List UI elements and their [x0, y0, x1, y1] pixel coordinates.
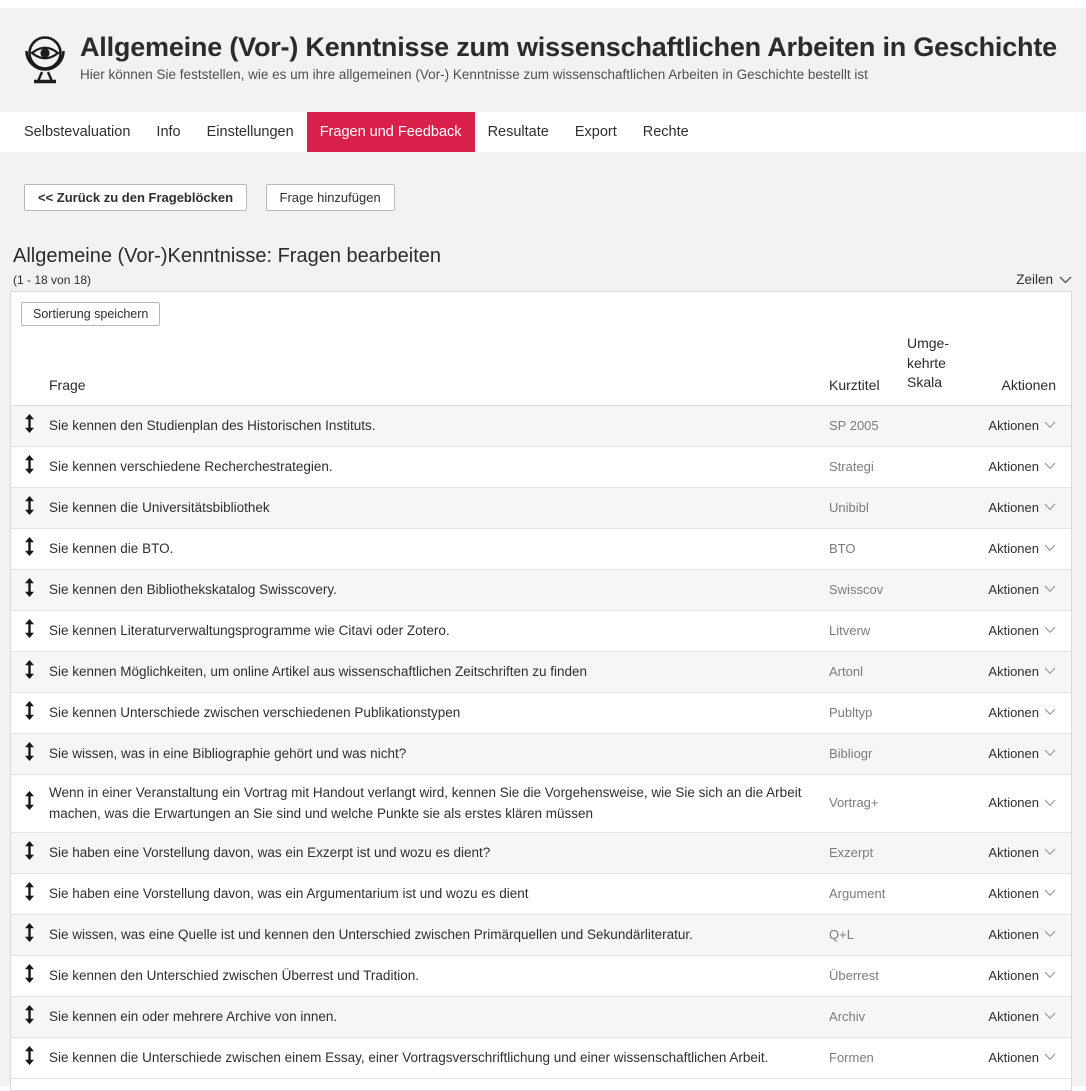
kurztitel-text: Unibibl	[829, 499, 869, 515]
tab[interactable]	[11, 112, 143, 152]
kurztitel-text: Argument	[829, 885, 886, 901]
kurztitel-text: Formen	[829, 1049, 874, 1065]
drag-handle-icon[interactable]	[24, 414, 35, 433]
table-row	[11, 915, 1071, 956]
question-text: Sie haben eine Vorstellung davon, was ein Exzerpt ist und wozu es dient?	[49, 845, 491, 861]
table-row	[11, 488, 1071, 529]
aktionen-menu-button[interactable]	[988, 623, 1056, 638]
kurztitel-text: Exzerpt	[829, 844, 874, 860]
tab[interactable]	[475, 112, 562, 152]
tab-label: Info	[156, 124, 181, 140]
drag-handle-icon[interactable]	[24, 964, 35, 983]
drag-handle-icon[interactable]	[24, 537, 35, 556]
question-text: Sie wissen, was in eine Bibliographie gehört und was nicht?	[49, 745, 407, 761]
table-row	[11, 874, 1071, 915]
question-text: Sie kennen Unterschiede zwischen verschiedenen Publikationstypen	[49, 704, 461, 720]
drag-handle-icon[interactable]	[24, 701, 35, 720]
chevron-down-icon	[1044, 585, 1056, 593]
aktionen-label: Aktionen	[988, 540, 1039, 556]
top-strip	[0, 0, 1086, 8]
aktionen-label: Aktionen	[988, 458, 1039, 474]
tab[interactable]	[143, 112, 193, 152]
question-text: Sie haben eine Vorstellung davon, was ein Argumentarium ist und wozu es dient	[49, 886, 529, 902]
table-row	[11, 956, 1071, 997]
page-title: Allgemeine (Vor-) Kenntnisse zum wissenschaftlichen Arbeiten in Geschichte	[80, 32, 1057, 63]
aktionen-label: Aktionen	[988, 745, 1039, 761]
aktionen-menu-button[interactable]	[988, 582, 1056, 597]
tab-label: Selbstevaluation	[24, 124, 131, 140]
question-text: Sie kennen den Unterschied zwischen Überrest und Tradition.	[49, 968, 419, 984]
chevron-down-icon	[1044, 1053, 1056, 1061]
aktionen-label: Aktionen	[988, 844, 1039, 860]
aktionen-column-header: Aktionen	[1001, 376, 1056, 393]
question-text: Sie kennen verschiedene Recherchestrategien.	[49, 458, 333, 474]
toolbar	[24, 152, 1072, 211]
question-text: Sie kennen die Universitätsbibliothek	[49, 499, 270, 515]
tab[interactable]	[307, 112, 475, 152]
chevron-down-icon	[1044, 971, 1056, 979]
chevron-down-icon	[1044, 930, 1056, 938]
kurztitel-text: Strategi	[829, 458, 874, 474]
question-text: Sie kennen ein oder mehrere Archive von innen.	[49, 1009, 338, 1025]
drag-handle-icon[interactable]	[24, 1005, 35, 1024]
aktionen-label: Aktionen	[988, 967, 1039, 983]
chevron-down-icon	[1044, 749, 1056, 757]
table-row	[11, 611, 1071, 652]
aktionen-label: Aktionen	[988, 1008, 1039, 1024]
table-row	[11, 1038, 1071, 1079]
drag-handle-icon[interactable]	[24, 742, 35, 761]
drag-handle-icon[interactable]	[24, 660, 35, 679]
tab-bar	[0, 112, 1086, 152]
aktionen-label: Aktionen	[988, 795, 1039, 811]
aktionen-menu-button[interactable]	[988, 1009, 1056, 1024]
page-subtitle: Hier können Sie feststellen, wie es um ihre allgemeinen (Vor-) Kenntnisse zum wissenschaftlichen Arbeiten in Geschichte bestellt ist	[80, 66, 868, 82]
chevron-down-icon	[1044, 1012, 1056, 1020]
kurztitel-text: BTO	[829, 540, 856, 556]
drag-handle-icon[interactable]	[24, 619, 35, 638]
rows-dropdown[interactable]	[1016, 272, 1072, 287]
tab[interactable]	[630, 112, 702, 152]
aktionen-menu-button[interactable]	[988, 886, 1056, 901]
kurztitel-column-header: Kurztitel	[829, 376, 880, 393]
question-text: Sie kennen Literaturverwaltungsprogramme wie Citavi oder Zotero.	[49, 622, 450, 638]
drag-handle-icon[interactable]	[24, 923, 35, 942]
aktionen-menu-button[interactable]	[988, 845, 1056, 860]
aktionen-menu-button[interactable]	[988, 459, 1056, 474]
table-row	[11, 447, 1071, 488]
question-rows	[11, 406, 1071, 1079]
tab-label: Export	[574, 124, 617, 140]
question-text: Sie wissen, was eine Quelle ist und kennen den Unterschied zwischen Primärquellen und Sekundärliteratur.	[49, 927, 693, 943]
table-row	[11, 652, 1071, 693]
aktionen-label: Aktionen	[988, 1049, 1039, 1065]
tab-label: Einstellungen	[206, 124, 294, 140]
kurztitel-text: Bibliogr	[829, 745, 873, 761]
kurztitel-text: Publtyp	[829, 704, 873, 720]
kurztitel-text: Artonl	[829, 663, 863, 679]
aktionen-menu-button[interactable]	[988, 500, 1056, 515]
chevron-down-icon	[1044, 848, 1056, 856]
chevron-down-icon	[1059, 276, 1072, 284]
chevron-down-icon	[1044, 421, 1056, 429]
add-question-button[interactable]: Frage hinzufügen	[266, 184, 395, 211]
eye-mirror-icon	[18, 31, 72, 89]
aktionen-menu-button[interactable]	[988, 664, 1056, 679]
chevron-down-icon	[1044, 708, 1056, 716]
chevron-down-icon	[1044, 667, 1056, 675]
aktionen-label: Aktionen	[988, 499, 1039, 515]
kurztitel-text: SP 2005	[829, 417, 879, 433]
rows-dropdown-label: Zeilen	[1016, 272, 1053, 287]
page-header	[0, 8, 1086, 112]
table-row	[11, 529, 1071, 570]
save-sorting-button[interactable]: Sortierung speichern	[21, 302, 160, 326]
list-meta-row	[13, 272, 1072, 287]
aktionen-menu-button[interactable]	[988, 968, 1056, 983]
table-row	[11, 734, 1071, 775]
questions-table-card	[10, 291, 1072, 1091]
tab-label: Rechte	[642, 124, 689, 140]
table-header-row	[11, 326, 1071, 406]
kurztitel-text: Vortrag+	[829, 795, 879, 811]
table-row	[11, 997, 1071, 1038]
kurztitel-text: Swisscov	[829, 581, 884, 597]
chevron-down-icon	[1044, 889, 1056, 897]
chevron-down-icon	[1044, 503, 1056, 511]
question-text: Sie kennen die BTO.	[49, 540, 174, 556]
drag-handle-icon[interactable]	[24, 791, 35, 810]
aktionen-menu-button[interactable]	[988, 795, 1056, 810]
drag-handle-icon[interactable]	[24, 455, 35, 474]
table-row	[11, 775, 1071, 833]
content-area	[0, 152, 1086, 1086]
table-row	[11, 833, 1071, 874]
section-title: Allgemeine (Vor-)Kenntnisse: Fragen bearbeiten	[13, 245, 442, 267]
drag-handle-icon[interactable]	[24, 496, 35, 515]
aktionen-label: Aktionen	[988, 417, 1039, 433]
tab-label: Resultate	[487, 124, 549, 140]
aktionen-label: Aktionen	[988, 704, 1039, 720]
pagination-range: (1 - 18 von 18)	[13, 273, 92, 287]
aktionen-menu-button[interactable]	[988, 1050, 1056, 1065]
tab[interactable]	[194, 112, 307, 152]
kurztitel-text: Litverw	[829, 622, 871, 638]
question-text: Sie kennen Möglichkeiten, um online Artikel aus wissenschaftlichen Zeitschriften zu finden	[49, 663, 588, 679]
aktionen-label: Aktionen	[988, 663, 1039, 679]
chevron-down-icon	[1044, 799, 1056, 807]
tab[interactable]	[562, 112, 630, 152]
aktionen-label: Aktionen	[988, 885, 1039, 901]
question-text: Sie kennen den Studienplan des Historischen Instituts.	[49, 417, 376, 433]
drag-handle-icon[interactable]	[24, 578, 35, 597]
aktionen-label: Aktionen	[988, 926, 1039, 942]
table-row	[11, 406, 1071, 447]
table-toolbar	[11, 292, 1071, 326]
back-to-frageblocks-button[interactable]: << Zurück zu den Frageblöcken	[24, 184, 247, 211]
aktionen-menu-button[interactable]	[988, 418, 1056, 433]
umgekehrte-skala-column-header: Umge-kehrte Skala	[907, 335, 950, 391]
kurztitel-text: Überrest	[829, 967, 879, 983]
tab-label: Fragen und Feedback	[319, 124, 462, 140]
aktionen-label: Aktionen	[988, 581, 1039, 597]
question-text: Sie kennen den Bibliothekskatalog Swisscovery.	[49, 581, 337, 597]
aktionen-menu-button[interactable]	[988, 746, 1056, 761]
chevron-down-icon	[1044, 544, 1056, 552]
chevron-down-icon	[1044, 462, 1056, 470]
table-row	[11, 693, 1071, 734]
chevron-down-icon	[1044, 626, 1056, 634]
question-text: Sie kennen die Unterschiede zwischen einem Essay, einer Vortragsverschriftlichung und einer wissenschaftlichen Arbeit.	[49, 1050, 769, 1066]
table-row	[11, 570, 1071, 611]
aktionen-label: Aktionen	[988, 622, 1039, 638]
aktionen-menu-button[interactable]	[988, 927, 1056, 942]
drag-handle-icon[interactable]	[24, 1046, 35, 1065]
drag-handle-icon[interactable]	[24, 841, 35, 860]
drag-handle-icon[interactable]	[24, 882, 35, 901]
aktionen-menu-button[interactable]	[988, 541, 1056, 556]
kurztitel-text: Q+L	[829, 926, 854, 942]
kurztitel-text: Archiv	[829, 1008, 866, 1024]
aktionen-menu-button[interactable]	[988, 705, 1056, 720]
question-text: Wenn in einer Veranstaltung ein Vortrag mit Handout verlangt wird, kennen Sie die Vorgehensweise, wie Sie sich an die Arbeit machen, was die Erwartungen an Sie sind und welche Punkte sie als erstes klären müssen	[49, 784, 802, 822]
frage-column-header: Frage	[49, 376, 86, 393]
